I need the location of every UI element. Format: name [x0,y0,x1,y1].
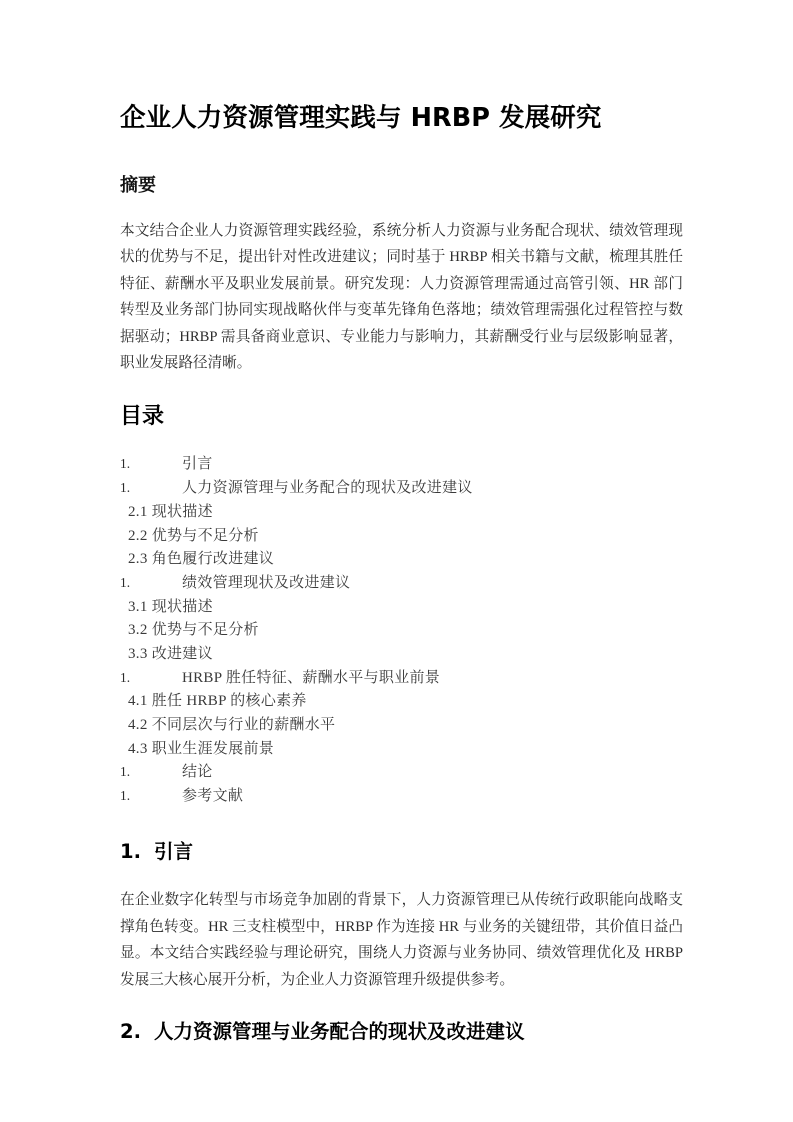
section-number: 1. [120,839,141,863]
toc-marker: 1. [120,669,131,685]
toc-entry[interactable] [120,785,683,809]
toc-entry[interactable] [120,572,683,596]
section-heading-1 [120,839,683,865]
section-heading-2 [120,1019,683,1045]
toc-entry[interactable] [120,667,683,691]
abstract-heading: 摘要 [120,175,156,197]
toc-entry[interactable] [120,525,683,549]
toc-entry-label: 绩效管理现状及改进建议 [182,574,351,591]
toc-heading: 目录 [120,403,165,429]
page-title: 企业人力资源管理实践与 HRBP 发展研究 [120,103,602,133]
toc-entry-label: 人力资源管理与业务配合的现状及改进建议 [182,480,473,497]
toc-entry-label: 2.1 现状描述 [128,503,213,520]
toc-marker: 1. [120,764,131,780]
toc-entry[interactable] [120,690,683,714]
section-title: 引言 [153,839,193,863]
toc-entry[interactable] [120,596,683,620]
section-title: 人力资源管理与业务配合的现状及改进建议 [153,1020,525,1044]
abstract-paragraph: 本文结合企业人力资源管理实践经验，系统分析人力资源与业务配合现状、绩效管理现状的优势与不足，提出针对性改进建议；同时基于 HRBP 相关书籍与文献，梳理其胜任特征、薪酬水平及职业发展前景。研究发现：人力资源管理需通过高管引领、HR 部门转型及业务部门协同实现战略伙伴与变革先锋角色落地；绩效管理需强化过程管控与数据驱动；HRBP 需具备商业意识、专业能力与影响力，其薪酬受行业与层级影响显著，职业发展路径清晰。 [120,222,683,372]
toc-marker: 1. [120,574,131,590]
toc-entry-label: 4.3 职业生涯发展前景 [128,740,275,757]
toc-entry[interactable] [120,477,683,501]
section-number: 2. [120,1020,141,1044]
toc-entry[interactable] [120,738,683,762]
toc-entry-label: 3.1 现状描述 [128,598,213,615]
toc-entry[interactable] [120,501,683,525]
toc-entry-label: 4.1 胜任 HRBP 的核心素养 [128,693,307,710]
toc-entry[interactable] [120,619,683,643]
toc-entry-label: 2.2 优势与不足分析 [128,527,259,544]
toc-entry[interactable] [120,548,683,572]
toc-entry-label: HRBP 胜任特征、薪酬水平与职业前景 [182,669,441,686]
toc-entry[interactable] [120,453,683,477]
toc-entry-label: 引言 [182,456,213,473]
toc-entry-label: 2.3 角色履行改进建议 [128,551,275,568]
toc-marker: 1. [120,788,131,804]
toc-entry[interactable] [120,714,683,738]
table-of-contents [120,453,683,808]
toc-entry-label: 3.2 优势与不足分析 [128,622,259,639]
toc-entry-label: 3.3 改进建议 [128,645,213,662]
toc-entry-label: 参考文献 [182,788,244,805]
toc-entry-label: 结论 [182,764,213,781]
toc-entry[interactable] [120,643,683,667]
section-1-paragraph: 在企业数字化转型与市场竞争加剧的背景下，人力资源管理已从传统行政职能向战略支撑角色转变。HR 三支柱模型中，HRBP 作为连接 HR 与业务的关键纽带，其价值日益凸显。本文结合实践经验与理论研究，围绕人力资源与业务协同、绩效管理优化及 HRBP 发展三大核心展开分析，为企业人力资源管理升级提供参考。 [120,892,683,988]
toc-marker: 1. [120,480,131,496]
toc-marker: 1. [120,456,131,472]
toc-entry-label: 4.2 不同层次与行业的薪酬水平 [128,717,336,734]
toc-entry[interactable] [120,761,683,785]
